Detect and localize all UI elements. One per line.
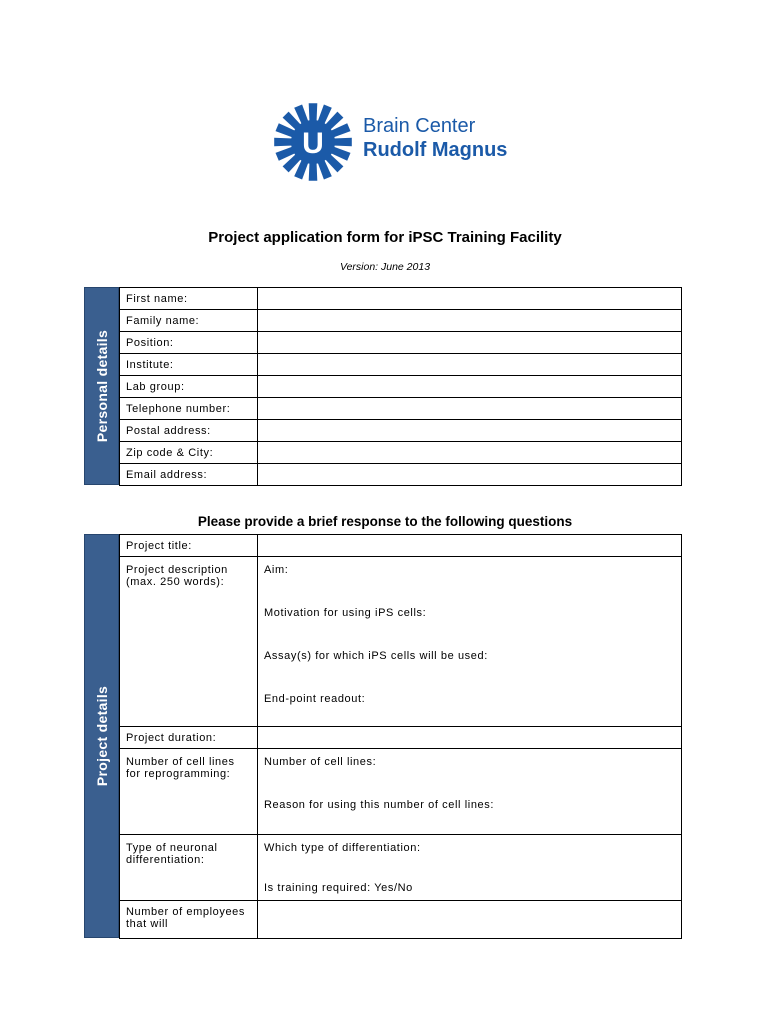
field-label: Postal address: bbox=[120, 420, 258, 442]
logo-text-line1: Brain Center bbox=[363, 115, 476, 137]
telephone-field[interactable] bbox=[258, 398, 682, 420]
differentiation-type-prompt: Which type of differentiation: bbox=[264, 842, 421, 854]
field-label: Institute: bbox=[120, 354, 258, 376]
logo-ray bbox=[274, 138, 293, 147]
personal-details-side-label: Personal details bbox=[93, 329, 110, 443]
field-label: Lab group: bbox=[120, 376, 258, 398]
project-duration-field[interactable] bbox=[258, 727, 682, 749]
logo-ray bbox=[309, 103, 318, 122]
number-of-cell-lines-prompt: Number of cell lines: bbox=[264, 756, 377, 768]
field-label: Family name: bbox=[120, 310, 258, 332]
end-point-prompt: End-point readout: bbox=[264, 693, 366, 705]
project-description-label: Project description (max. 250 words): bbox=[120, 557, 258, 727]
project-title-label: Project title: bbox=[120, 535, 258, 557]
institute-field[interactable] bbox=[258, 354, 682, 376]
lab-group-field[interactable] bbox=[258, 376, 682, 398]
version-label: Version: June 2013 bbox=[339, 261, 431, 273]
project-details-table bbox=[119, 534, 682, 939]
project-details-side-label: Project details bbox=[93, 685, 110, 787]
postal-address-field[interactable] bbox=[258, 420, 682, 442]
first-name-field[interactable] bbox=[258, 288, 682, 310]
field-label: Position: bbox=[120, 332, 258, 354]
project-description-field[interactable] bbox=[258, 557, 682, 727]
page-title: Project application form for iPSC Training Facility bbox=[208, 229, 562, 246]
neuronal-differentiation-field[interactable] bbox=[258, 835, 682, 901]
zip-city-field[interactable] bbox=[258, 442, 682, 464]
logo-ray bbox=[309, 162, 318, 181]
brain-center-logo bbox=[271, 100, 531, 180]
aim-prompt: Aim: bbox=[264, 564, 289, 576]
cell-lines-label: Number of cell lines for reprogramming: bbox=[120, 749, 258, 835]
field-label: Telephone number: bbox=[120, 398, 258, 420]
project-details-side-panel bbox=[84, 534, 119, 938]
personal-details-table bbox=[119, 287, 682, 486]
field-label: Email address: bbox=[120, 464, 258, 486]
employees-field[interactable] bbox=[258, 901, 682, 939]
logo-letter: U bbox=[302, 127, 324, 160]
motivation-prompt: Motivation for using iPS cells: bbox=[264, 607, 427, 619]
training-required-prompt: Is training required: Yes/No bbox=[264, 882, 413, 894]
email-field[interactable] bbox=[258, 464, 682, 486]
assay-prompt: Assay(s) for which iPS cells will be used: bbox=[264, 650, 488, 662]
employees-label: Number of employees that will bbox=[120, 901, 258, 939]
logo-text-line2: Rudolf Magnus bbox=[363, 139, 508, 161]
questions-heading: Please provide a brief response to the following questions bbox=[197, 514, 573, 529]
position-field[interactable] bbox=[258, 332, 682, 354]
cell-lines-field[interactable] bbox=[258, 749, 682, 835]
project-duration-label: Project duration: bbox=[120, 727, 258, 749]
cell-lines-reason-prompt: Reason for using this number of cell lines: bbox=[264, 799, 495, 811]
field-label: Zip code & City: bbox=[120, 442, 258, 464]
neuronal-differentiation-label: Type of neuronal differentiation: bbox=[120, 835, 258, 901]
family-name-field[interactable] bbox=[258, 310, 682, 332]
brain-center-sun-u-icon bbox=[271, 100, 355, 184]
field-label: First name: bbox=[120, 288, 258, 310]
logo-ray bbox=[333, 138, 352, 147]
project-title-field[interactable] bbox=[258, 535, 682, 557]
personal-details-side-panel bbox=[84, 287, 119, 485]
